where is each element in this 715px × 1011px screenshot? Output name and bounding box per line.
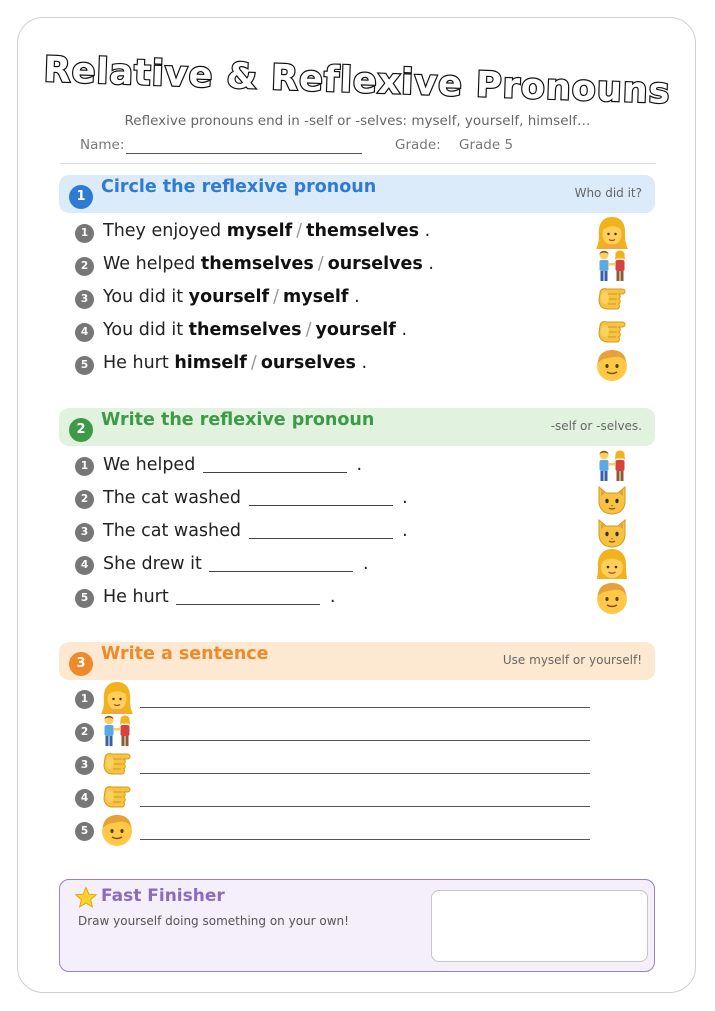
answer-blank[interactable] (209, 553, 353, 572)
option-1[interactable]: themselves (188, 320, 302, 340)
writing-line[interactable] (140, 773, 590, 774)
section-3-heading: Write a sentence (101, 644, 269, 664)
circle-item (75, 285, 655, 315)
sentence-item (75, 782, 595, 816)
item-sentence (103, 287, 360, 307)
section-3-header (59, 642, 655, 680)
sentence-end: . (401, 320, 408, 340)
item-number: 4 (75, 323, 94, 342)
writing-line[interactable] (140, 839, 590, 840)
fill-item (75, 452, 655, 482)
circle-item (75, 351, 655, 381)
boy-face-icon (594, 347, 630, 383)
item-sentence (103, 454, 362, 475)
item-number: 2 (75, 257, 94, 276)
item-number: 2 (75, 723, 94, 742)
item-number: 4 (75, 789, 94, 808)
section-2-header (59, 408, 655, 446)
pointing-hand-icon (99, 746, 135, 782)
section-3-hint: Use myself or yourself! (502, 653, 642, 667)
sentence-end: . (361, 353, 368, 373)
sentence-item (75, 683, 595, 717)
pointing-hand-icon (99, 779, 135, 815)
cat-face-icon (594, 514, 630, 550)
grade-value: Grade 5 (459, 137, 514, 153)
sentence-start: He hurt (103, 353, 169, 373)
sentence-item (75, 749, 595, 783)
option-1[interactable]: himself (174, 353, 247, 373)
page-title-text: Relative & Reflexive Pronouns (43, 50, 672, 112)
sentence-text: She drew it (103, 554, 202, 574)
boy-face-icon (594, 580, 630, 616)
item-sentence (103, 586, 335, 607)
option-2[interactable]: themselves (306, 221, 420, 241)
circle-item (75, 252, 655, 282)
item-number: 3 (75, 523, 94, 542)
woman-icon (99, 680, 135, 716)
item-number: 4 (75, 556, 94, 575)
item-number: 3 (75, 290, 94, 309)
option-separator: / (273, 287, 279, 307)
sentence-start: They enjoyed (103, 221, 222, 241)
sentence-item (75, 815, 595, 849)
item-number: 5 (75, 356, 94, 375)
item-sentence (103, 520, 408, 541)
grade-label: Grade: (395, 137, 441, 153)
option-1[interactable]: myself (226, 221, 293, 241)
sentence-end: . (356, 455, 363, 475)
sentence-item (75, 716, 595, 750)
option-separator: / (296, 221, 303, 241)
answer-blank[interactable] (203, 454, 347, 473)
sentence-text: We helped (103, 455, 196, 475)
item-sentence (103, 221, 430, 241)
fill-item (75, 584, 655, 614)
item-number: 1 (75, 457, 94, 476)
item-sentence (103, 320, 407, 340)
fill-item (75, 518, 655, 548)
sentence-text: The cat washed (103, 488, 242, 508)
item-number: 5 (75, 822, 94, 841)
subtitle: Reflexive pronouns end in -self or -selves: myself, yourself, himself… (124, 113, 591, 129)
sentence-start: We helped (103, 254, 196, 274)
fast-finisher-box (59, 879, 655, 972)
fill-item (75, 551, 655, 581)
sentence-end: . (402, 488, 408, 508)
woman-icon (594, 215, 630, 251)
section-3-number: 3 (69, 652, 93, 676)
option-2[interactable]: ourselves (260, 353, 356, 373)
sentence-end: . (362, 554, 369, 574)
star-icon (74, 886, 98, 910)
writing-line[interactable] (140, 707, 590, 708)
girl-face-icon (594, 547, 630, 583)
couple-icon (594, 448, 630, 484)
section-2-number: 2 (69, 418, 93, 442)
section-2-heading: Write the reflexive pronoun (101, 410, 375, 430)
section-2-hint: -self or -selves. (550, 419, 642, 433)
name-label: Name: (80, 137, 125, 153)
circle-item (75, 219, 655, 249)
item-number: 2 (75, 490, 94, 509)
answer-blank[interactable] (249, 487, 393, 506)
option-2[interactable]: yourself (315, 320, 396, 340)
fast-finisher-description: Draw yourself doing something on your own! (78, 914, 349, 928)
option-separator: / (317, 254, 324, 274)
sentence-end: . (402, 521, 408, 541)
page-title (0, 40, 715, 120)
circle-item (75, 318, 655, 348)
sentence-start: You did it (103, 287, 184, 307)
sentence-text: He hurt (103, 587, 169, 607)
item-number: 3 (75, 756, 94, 775)
sentence-end: . (329, 587, 336, 607)
couple-icon (594, 248, 630, 284)
cat-face-icon (594, 481, 630, 517)
writing-line[interactable] (140, 740, 590, 741)
sentence-end: . (354, 287, 360, 307)
writing-line[interactable] (140, 806, 590, 807)
section-1-header (59, 175, 655, 213)
option-2[interactable]: myself (283, 287, 349, 307)
option-2[interactable]: ourselves (327, 254, 423, 274)
item-sentence (103, 353, 367, 373)
item-sentence (103, 254, 434, 274)
boy-face-icon (99, 812, 135, 848)
option-separator: / (305, 320, 312, 340)
section-1-hint: Who did it? (574, 186, 642, 200)
couple-icon (99, 713, 135, 749)
drawing-area[interactable] (431, 890, 648, 962)
section-1-heading: Circle the reflexive pronoun (101, 177, 377, 197)
sentence-start: You did it (103, 320, 184, 340)
item-number: 5 (75, 589, 94, 608)
fill-item (75, 485, 655, 515)
sentence-text: The cat washed (103, 521, 242, 541)
option-separator: / (250, 353, 257, 373)
sentence-end: . (428, 254, 434, 274)
item-number: 1 (75, 690, 94, 709)
pointing-hand-icon (594, 314, 630, 350)
option-1[interactable]: themselves (200, 254, 314, 274)
pointing-hand-icon (594, 281, 630, 317)
sentence-end: . (424, 221, 431, 241)
fast-finisher-title: Fast Finisher (101, 886, 225, 906)
answer-blank[interactable] (249, 520, 393, 539)
name-field[interactable] (126, 153, 362, 154)
answer-blank[interactable] (176, 586, 320, 605)
divider (60, 163, 656, 164)
option-1[interactable]: yourself (188, 287, 270, 307)
item-number: 1 (75, 224, 94, 243)
item-sentence (103, 553, 369, 574)
section-1-number: 1 (69, 185, 93, 209)
item-sentence (103, 487, 408, 508)
